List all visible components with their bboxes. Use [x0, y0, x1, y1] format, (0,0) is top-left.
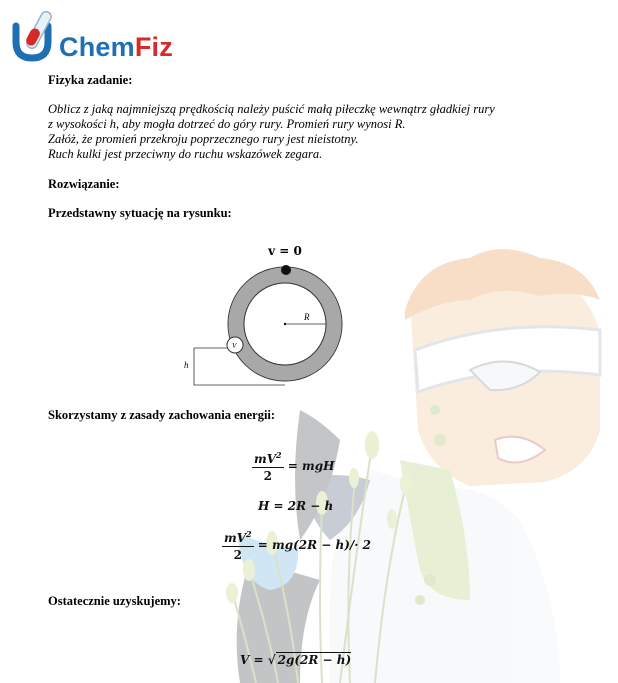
- top-velocity-label: v = 0: [268, 244, 302, 258]
- height-label: h: [184, 360, 189, 370]
- task-heading: Fizyka zadanie:: [48, 73, 133, 87]
- equation-energy: $\frac{mV^2}{2}$ = mgH: [254, 450, 335, 483]
- test-tube-logo-icon: [8, 4, 58, 64]
- equation-height: H = 2R − h: [258, 499, 334, 513]
- solution-heading: Rozwiązanie:: [48, 177, 120, 191]
- energy-principle-text: Skorzystamy z zasady zachowania energii:: [48, 408, 276, 422]
- radius-label: R: [304, 312, 310, 322]
- task-line-2: z wysokości h, aby mogła dotrzeć do góry rury. Promień rury wynosi R.: [48, 117, 406, 131]
- final-text: Ostatecznie uzyskujemy:: [48, 594, 181, 608]
- sqrt-symbol: √: [267, 653, 276, 667]
- equation-final-velocity: V = √ 2g(2R − h): [240, 653, 352, 667]
- logo-wordmark: ChemFiz: [59, 32, 173, 62]
- figure-intro: Przedstawny sytuację na rysunku:: [48, 206, 232, 220]
- chemfiz-logo[interactable]: [8, 4, 208, 64]
- pipe-loop-figure: [180, 238, 365, 390]
- task-line-3: Załóż, że promień przekroju poprzecznego rury jest nieistotny.: [48, 132, 359, 146]
- ball-velocity-label: V: [232, 342, 237, 350]
- ball-top: [281, 265, 291, 275]
- equation-substituted: $\frac{mV^2}{2}$ = mg(2R − h)/· 2: [224, 529, 372, 562]
- task-line-4: Ruch kulki jest przeciwny do ruchu wskazówek zegara.: [48, 147, 323, 161]
- task-line-1: Oblicz z jaką najmniejszą prędkością należy puścić małą piłeczkę wewnątrz gładkiej rury: [48, 102, 495, 116]
